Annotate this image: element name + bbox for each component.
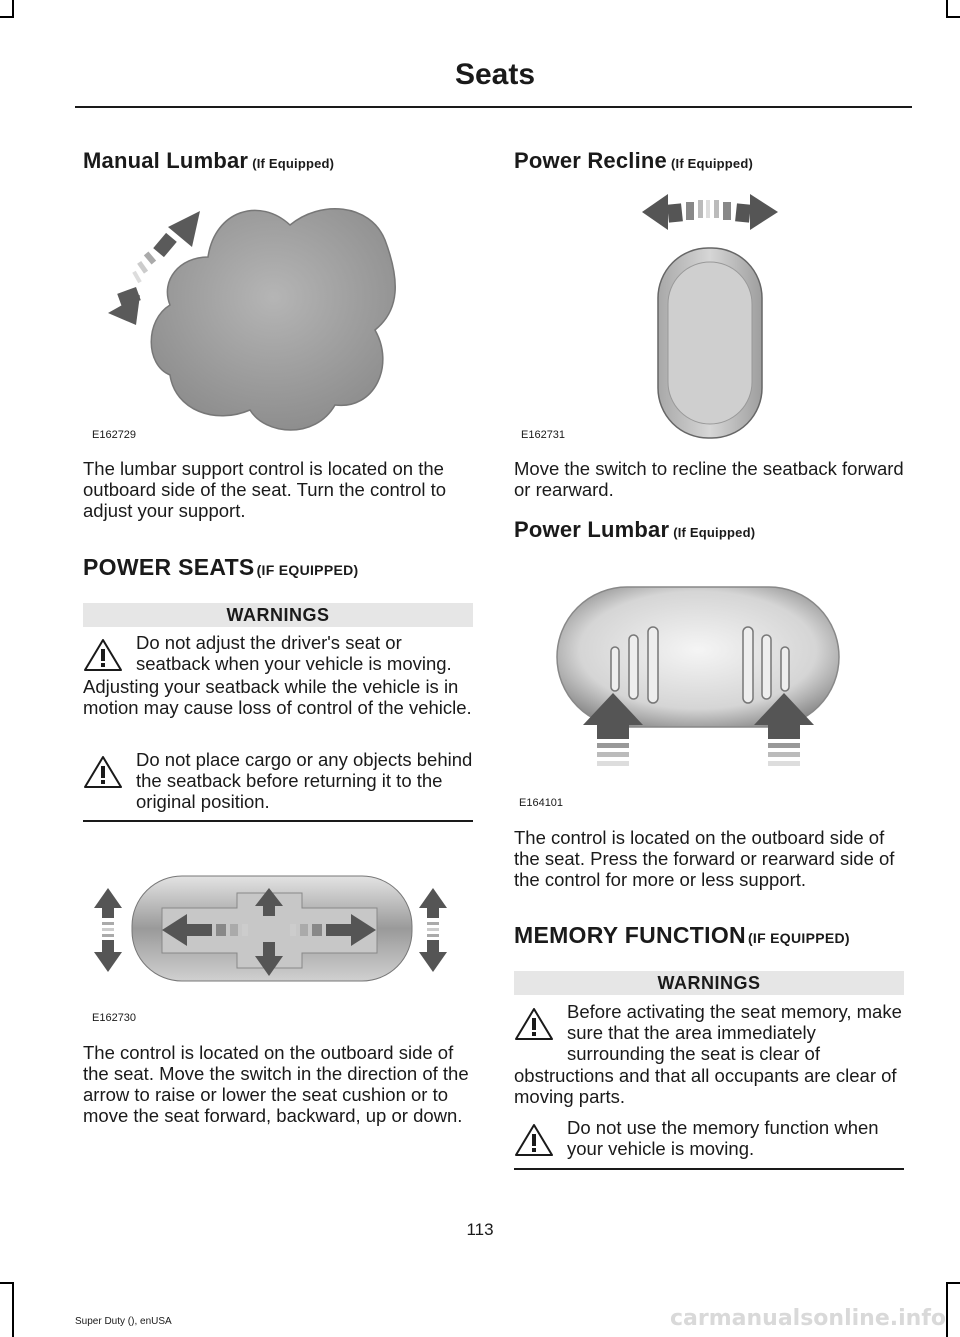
if-equipped-label: (IF EQUIPPED) (256, 562, 359, 578)
warning-icon (514, 1123, 554, 1157)
if-equipped-label: (If Equipped) (252, 156, 335, 171)
warning-icon (83, 755, 123, 789)
crop-mark (946, 1282, 948, 1337)
manual-lumbar-description: The lumbar support control is located on the outboard side of the seat. Turn the control to adjust your support. (83, 458, 447, 521)
power-seat-switch-illustration (92, 868, 462, 988)
warnings-end-rule (83, 820, 473, 822)
if-equipped-label: (IF EQUIPPED) (747, 930, 850, 946)
header-rule (75, 106, 912, 108)
heading-text: MEMORY FUNCTION (514, 922, 746, 948)
warning-icon (514, 1007, 554, 1041)
recline-arrow-icon (642, 194, 778, 230)
manual-lumbar-knob-illustration (100, 195, 410, 435)
warning-text: Before activating the seat memory, make sure that the area immediately surrounding the seat is clear of (567, 1001, 902, 1064)
crop-mark (0, 1282, 14, 1284)
power-lumbar-description: The control is located on the outboard side of the seat. Press the forward or rearward side of the control for more or less support. (514, 827, 895, 890)
page-title: Seats (454, 58, 536, 91)
warning-icon (83, 638, 123, 672)
crop-mark (0, 16, 14, 18)
figure-code: E162731 (521, 429, 566, 441)
heading-power-seats (83, 554, 358, 581)
crop-mark (946, 16, 960, 18)
warning-text: Do not use the memory function when your vehicle is moving. (567, 1117, 879, 1159)
figure-code: E162730 (92, 1012, 137, 1024)
warning-text: Do not adjust the driver's seat or seatback when your vehicle is moving. (136, 632, 452, 674)
warning-text: Do not place cargo or any objects behind the seatback before returning it to the original position. (136, 749, 473, 812)
warnings-header: WARNINGS (83, 603, 473, 627)
figure-code: E164101 (519, 797, 564, 809)
heading-text: Power Recline (514, 148, 667, 173)
watermark: carmanualsonline.info (670, 1306, 946, 1331)
heading-power-recline (514, 148, 753, 174)
crop-mark (946, 1282, 960, 1284)
heading-power-lumbar (514, 517, 755, 543)
crop-mark (12, 1282, 14, 1337)
footer-text: Super Duty (), enUSA (75, 1316, 172, 1327)
warnings-end-rule (514, 1168, 904, 1170)
warning-text-continued: obstructions and that all occupants are clear of moving parts. (514, 1065, 897, 1107)
warnings-header: WARNINGS (514, 971, 904, 995)
power-recline-switch-illustration (640, 190, 780, 440)
if-equipped-label: (If Equipped) (673, 525, 756, 540)
heading-text: Manual Lumbar (83, 148, 249, 173)
power-recline-description: Move the switch to recline the seatback forward or rearward. (514, 458, 904, 500)
if-equipped-label: (If Equipped) (671, 156, 754, 171)
page-number: 113 (466, 1220, 494, 1239)
heading-text: POWER SEATS (83, 554, 255, 580)
power-lumbar-switch-illustration (555, 585, 845, 785)
heading-text: Power Lumbar (514, 517, 670, 542)
figure-code: E162729 (92, 429, 137, 441)
warning-text-continued: Adjusting your seatback while the vehicle is in motion may cause loss of control of the vehicle. (83, 676, 472, 718)
heading-memory-function (514, 922, 850, 949)
heading-manual-lumbar (83, 148, 334, 174)
power-seats-description: The control is located on the outboard side of the seat. Move the switch in the direction of the arrow to raise or lower the seat cushion or to move the seat forward, backward, up or down. (83, 1042, 469, 1126)
